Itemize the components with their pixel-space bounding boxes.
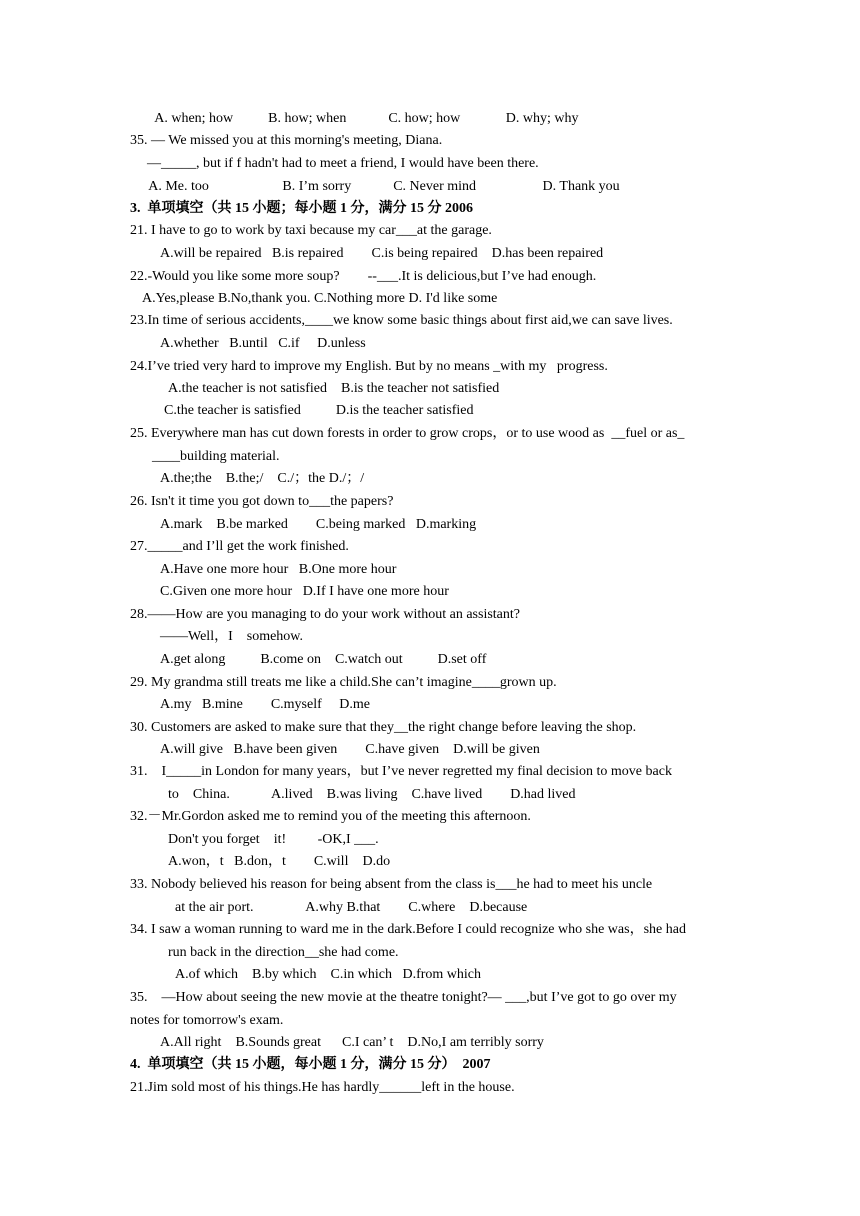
- q28-reply: ——Well，I somehow.: [160, 629, 304, 644]
- q27-options-1: A.Have one more hour B.One more hour: [160, 562, 397, 577]
- q27-options-2: C.Given one more hour D.If I have one more hour: [160, 584, 449, 599]
- q27-stem: 27._____and I’ll get the work finished.: [130, 539, 349, 554]
- q30-stem: 30. Customers are asked to make sure that they__the right change before leaving the shop.: [130, 720, 637, 735]
- q32-options: A.won，t B.don，t C.will D.do: [168, 854, 391, 869]
- q30-options: A.will give B.have been given C.have given D.will be given: [160, 742, 540, 757]
- q34-options: A. when; how B. how; when C. how; how D. why; why: [148, 111, 579, 126]
- q31-stem: 31. I_____in London for many years，but I’ve never regretted my final decision to move back: [130, 764, 672, 779]
- q25-options: A.the;the B.the;/ C./；the D./；/: [160, 471, 365, 486]
- q35b-stem: 35. —How about seeing the new movie at the theatre tonight?— ___,but I’ve got to go over my: [130, 990, 677, 1005]
- q26-stem: 26. Isn't it time you got down to___the papers?: [130, 494, 394, 509]
- q22-options: A.Yes,please B.No,thank you. C.Nothing more D. I'd like some: [142, 291, 498, 306]
- q35b-stem-cont: notes for tomorrow's exam.: [130, 1013, 284, 1028]
- q34-options-2007: A.of which B.by which C.in which D.from which: [175, 967, 482, 982]
- q35-stem: 35. — We missed you at this morning's meeting, Diana.: [130, 133, 443, 148]
- q24-options-2: C.the teacher is satisfied D.is the teacher satisfied: [164, 403, 474, 418]
- q25-stem-cont: ____building material.: [152, 449, 280, 464]
- q34-stem-cont: run back in the direction__she had come.: [168, 945, 399, 960]
- q26-options: A.mark B.be marked C.being marked D.marking: [160, 517, 477, 532]
- q25-stem: 25. Everywhere man has cut down forests in order to grow crops，or to use wood as __fuel or as_: [130, 426, 685, 441]
- q32-reply: Don't you forget it! -OK,I ___.: [168, 832, 379, 847]
- section-heading-2007: 4. 单项填空（共 15 小题，每小题 1 分，满分 15 分） 2007: [130, 1057, 491, 1072]
- q32-stem: 32.－Mr.Gordon asked me to remind you of the meeting this afternoon.: [130, 809, 531, 824]
- q24-stem: 24.I’ve tried very hard to improve my English. But by no means _with my progress.: [130, 359, 608, 374]
- q28-options: A.get along B.come on C.watch out D.set off: [160, 652, 487, 667]
- q28-stem: 28.——How are you managing to do your work without an assistant?: [130, 607, 520, 622]
- q33-options: at the air port. A.why B.that C.where D.because: [175, 900, 528, 915]
- q35b-options: A.All right B.Sounds great C.I can’ t D.No,I am terribly sorry: [160, 1035, 544, 1050]
- q24-options-1: A.the teacher is not satisfied B.is the teacher not satisfied: [168, 381, 500, 396]
- q34-stem: 34. I saw a woman running to ward me in the dark.Before I could recognize who she was，she had: [130, 922, 686, 937]
- q23-stem: 23.In time of serious accidents,____we know some basic things about first aid,we can save lives.: [130, 313, 673, 328]
- q21-stem: 21. I have to go to work by taxi because my car___at the garage.: [130, 223, 492, 238]
- q29-stem: 29. My grandma still treats me like a child.She can’t imagine____grown up.: [130, 675, 557, 690]
- q35-reply: —_____, but if f hadn't had to meet a friend, I would have been there.: [140, 156, 539, 171]
- q21b-stem: 21.Jim sold most of his things.He has hardly______left in the house.: [130, 1080, 515, 1095]
- q21-options: A.will be repaired B.is repaired C.is being repaired D.has been repaired: [160, 246, 604, 261]
- q23-options: A.whether B.until C.if D.unless: [160, 336, 366, 351]
- q22-stem: 22.-Would you like some more soup? --___.It is delicious,but I’ve had enough.: [130, 269, 597, 284]
- section-heading-2006: 3. 单项填空（共 15 小题；每小题 1 分，满分 15 分 2006: [130, 201, 473, 216]
- q33-stem: 33. Nobody believed his reason for being absent from the class is___he had to meet his uncle: [130, 877, 653, 892]
- q29-options: A.my B.mine C.myself D.me: [160, 697, 370, 712]
- q35-options: A. Me. too B. I’m sorry C. Never mind D. Thank you: [142, 179, 620, 194]
- q31-options: to China. A.lived B.was living C.have lived D.had lived: [168, 787, 576, 802]
